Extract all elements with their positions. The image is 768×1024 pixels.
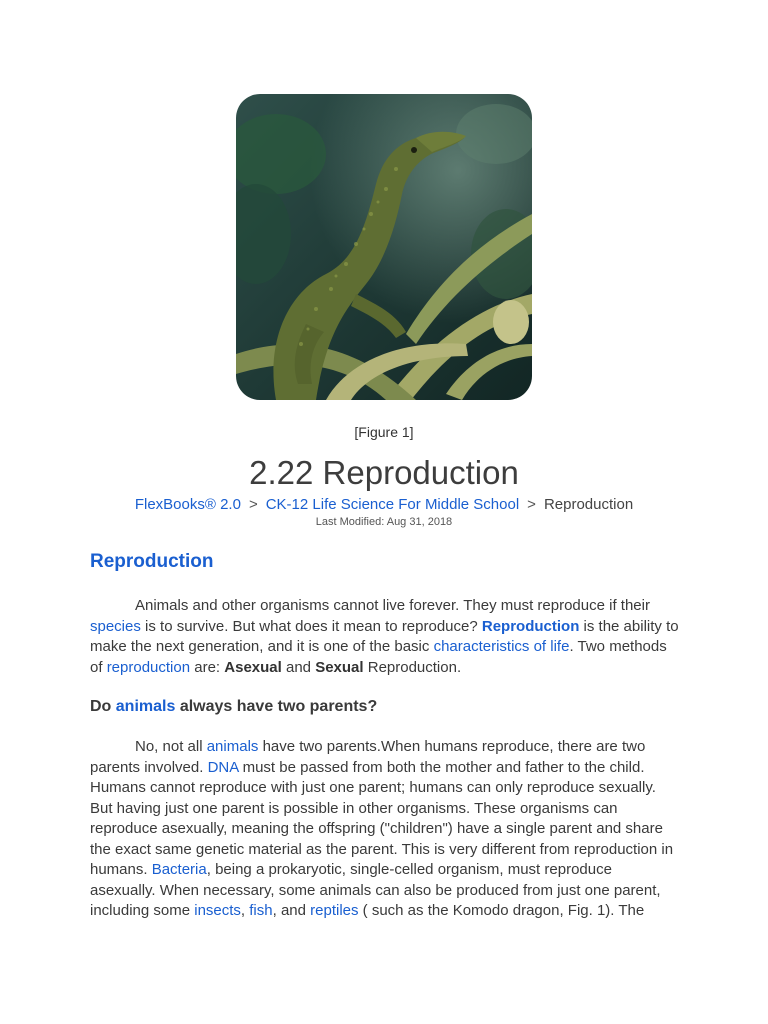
figure-caption: [Figure 1]	[354, 424, 414, 440]
text: is to survive. But what does it mean to reproduce?	[140, 617, 482, 635]
link-dna[interactable]: DNA	[207, 758, 239, 776]
paragraph-intro	[90, 596, 680, 678]
link-reptiles[interactable]: reptiles	[310, 902, 359, 919]
term-asexual: Asexual	[224, 658, 282, 676]
link-animals-heading[interactable]: animals	[115, 698, 176, 715]
link-species[interactable]: species	[90, 617, 141, 635]
breadcrumb-current: Reproduction	[543, 496, 634, 513]
link-bacteria[interactable]: Bacteria	[151, 861, 207, 878]
text: have two parents.When humans reproduce, there are two parents involved.	[90, 738, 646, 776]
komodo-dragon-illustration	[236, 94, 532, 400]
section-heading: Reproduction	[90, 551, 214, 572]
text: ,	[240, 902, 250, 919]
link-fish[interactable]: fish	[249, 902, 273, 919]
breadcrumb-link-flexbooks[interactable]: FlexBooks® 2.0	[134, 496, 241, 513]
link-reproduction[interactable]: reproduction	[106, 658, 191, 676]
figure-image-komodo-dragon	[236, 94, 532, 400]
link-reproduction-term[interactable]: Reproduction	[481, 617, 580, 635]
link-characteristics-of-life[interactable]: characteristics of life	[433, 638, 570, 655]
last-modified: Last Modified: Aug 31, 2018	[315, 516, 453, 528]
text: and	[281, 658, 316, 676]
link-animals[interactable]: animals	[206, 738, 259, 755]
text: ( such as the Komodo dragon, Fig. 1). The	[358, 902, 645, 919]
term-sexual: Sexual	[315, 658, 364, 676]
text: , and	[272, 902, 311, 919]
subheading-two-parents	[90, 698, 377, 716]
text: , being a prokaryotic, single-celled organism, must reproduce asexually. When necessary, some animals can also be produced from just one parent, including some	[90, 861, 661, 919]
page-title: 2.22 Reproduction	[249, 454, 519, 491]
text: Animals and other organisms cannot live forever. They must reproduce if their	[135, 597, 650, 614]
breadcrumb-link-ck12-life-science[interactable]: CK-12 Life Science For Middle School	[265, 496, 520, 513]
breadcrumb	[0, 496, 768, 513]
breadcrumb-separator: >	[527, 496, 536, 513]
text: are:	[190, 658, 225, 676]
text: must be passed from both the mother and father to the child. Humans cannot reproduce with just one parent; humans can only reproduce sexually. But having just one parent is possible in other organisms. These organisms can reproduce asexually, meaning the offspring ("children") have a single parent and share the exact same genetic material as the parent. This is very different from reproduction in humans.	[90, 758, 674, 878]
text: Reproduction.	[363, 658, 462, 676]
breadcrumb-separator: >	[248, 496, 258, 513]
paragraph-two-parents	[90, 737, 680, 922]
text: Do	[90, 698, 116, 715]
text: is the ability to make the next generation, and it is one of the basic	[90, 617, 679, 655]
link-insects[interactable]: insects	[194, 902, 241, 919]
text: . Two methods of	[90, 638, 667, 676]
text: always have two parents?	[175, 698, 378, 715]
text: No, not all	[135, 738, 207, 755]
